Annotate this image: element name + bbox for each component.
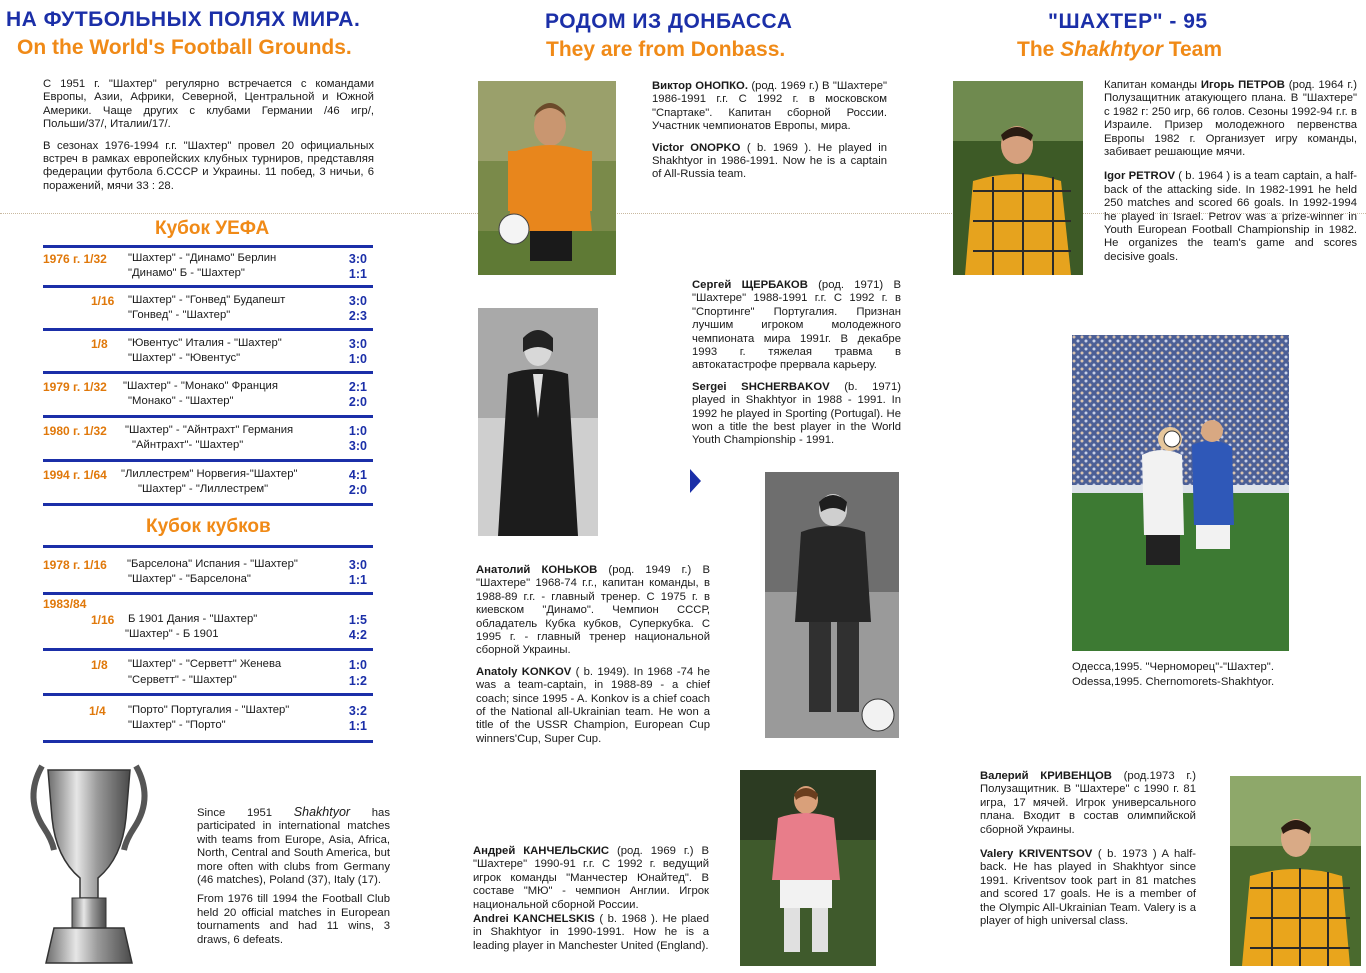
player-name: Анатолий КОНЬКОВ	[476, 564, 598, 576]
cup-winners-cup-title: Кубок кубков	[146, 516, 271, 537]
match-score: 1:0	[348, 424, 367, 438]
group-bar	[43, 545, 373, 548]
match-row	[43, 719, 373, 734]
player-photo-icon	[740, 770, 876, 966]
match-teams: "Серветт" - "Шахтер"	[128, 674, 237, 686]
match-row	[43, 483, 373, 498]
text-span: ( b. 1969 ). He played in Shakhtyor in 1986-1991. Now he is a captain of All-Russia team.	[652, 141, 887, 181]
player-name: Anatoly KONKOV	[476, 665, 572, 678]
match-teams: "Айнтрахт"- "Шахтер"	[132, 439, 244, 451]
cwc-group	[43, 613, 373, 643]
cup-trophy-image	[14, 758, 164, 970]
title-world-ru: НА ФУТБОЛЬНЫХ ПОЛЯХ МИРА.	[6, 8, 361, 31]
group-bar	[43, 328, 373, 331]
player-name: Сергей ЩЕРБАКОВ	[692, 279, 808, 291]
match-photo	[1072, 335, 1289, 651]
onopko-bio-ru	[652, 80, 887, 134]
match-row	[43, 658, 373, 673]
match-score: 2:3	[348, 309, 367, 323]
match-row	[43, 613, 373, 628]
trophy-icon	[14, 758, 164, 970]
match-photo-icon	[1072, 335, 1289, 651]
match-row	[43, 267, 373, 282]
match-teams: "Шахтер" - "Гонвед" Будапешт	[128, 294, 286, 306]
match-row	[43, 674, 373, 689]
stage-label: 1/8	[91, 658, 108, 672]
player-name: Valery KRIVENTSOV	[980, 848, 1093, 861]
match-row	[43, 439, 373, 454]
text-span: The	[1017, 38, 1061, 61]
club-name: Shakhtyor	[293, 805, 351, 819]
group-bar	[43, 415, 373, 418]
match-score: 2:1	[348, 380, 367, 394]
shcherbakov-bio-ru	[692, 279, 901, 373]
match-teams: "Ювентус" Италия - "Шахтер"	[128, 337, 282, 349]
stage-label: 1994 г. 1/64	[43, 468, 107, 482]
match-score: 3:0	[348, 252, 367, 266]
group-bar	[43, 503, 373, 506]
match-teams: "Шахтер" - "Айнтрахт" Германия	[125, 424, 294, 436]
text-span: (род. 1949 г.) В "Шахтере" 1968-74 г.г., капитан команды, в 1988-89 г.г. - главный тренер. С 1975 г. в киевском "Динамо". Чемпион СССР, обладатель Кубка кубков, Суперкубка. С 1995 г. - главный тренер национальной сборной Украины.	[476, 564, 710, 657]
uefa-group	[43, 459, 373, 506]
match-row	[43, 468, 373, 483]
text-span: Since 1951	[197, 807, 294, 819]
player-photo-icon	[765, 472, 899, 738]
kriventsov-bio-en	[980, 848, 1196, 928]
match-teams: "Монако" - "Шахтер"	[128, 395, 234, 407]
player-name: Игорь ПЕТРОВ	[1200, 79, 1285, 91]
match-score: 3:2	[348, 704, 367, 718]
group-bar	[43, 285, 373, 288]
stage-label: 1976 г. 1/32	[43, 252, 107, 266]
player-photo-icon	[1230, 776, 1361, 966]
match-teams: "Шахтер" - Б 1901	[125, 628, 219, 640]
text-span: ( b. 1949). In 1968 -74 he was a team-captain, in 1988-89 - a chief coach; since 1995 - A. Konkov is a chief coach of the National all-Ukrainian team. He won a title of the USSR Champion, European Cup winners'Cup, Super Cup.	[476, 665, 710, 745]
match-row	[43, 704, 373, 719]
uefa-group	[43, 285, 373, 324]
stage-label: 1/16	[91, 294, 115, 308]
kanchelskis-photo	[740, 770, 876, 966]
match-score: 4:1	[348, 468, 367, 482]
match-teams: "Шахтер" - "Порто"	[128, 719, 226, 731]
intro-ru	[43, 78, 374, 193]
match-teams: "Барселона" Испания - "Шахтер"	[127, 558, 298, 570]
konkov-bio-ru	[476, 564, 710, 658]
season-label: 1983/84	[43, 597, 87, 611]
text-span: Капитан команды	[1104, 79, 1201, 91]
match-score: 3:0	[348, 558, 367, 572]
stage-label: 1979 г. 1/32	[43, 380, 107, 394]
stage-label: 1/16	[91, 613, 115, 627]
text-span: (род. 1969 г.) В "Шахтере" 1986-1991 г.г. С 1992 г. в московском "Спартаке". Капитан сборной России. Участник чемпионатов Европы, мира.	[652, 80, 887, 133]
match-row	[43, 395, 373, 410]
group-bar	[43, 459, 373, 462]
title-team-en	[1017, 38, 1222, 62]
text-span: (b. 1971) played in Shakhtyor in 1988 - 1991. In 1992 he played in Sporting (Portugal). He won a title the best player in the World Youth Championship - 1991.	[692, 380, 901, 447]
match-teams: "Шахтер" - "Лиллестрем"	[138, 483, 269, 495]
player-name: Валерий КРИВЕНЦОВ	[980, 770, 1112, 782]
match-score: 3:0	[348, 294, 367, 308]
match-teams: "Шахтер" - "Барселона"	[128, 573, 251, 585]
caption-en: Odessa,1995. Chernomorets-Shakhtyor.	[1072, 676, 1275, 688]
match-score: 1:1	[348, 267, 367, 281]
cwc-group	[43, 592, 373, 595]
match-score: 3:0	[348, 337, 367, 351]
text-span: has participated in international matches with teams from Europe, Asia, Africa, North, Central and South America, but more often with clubs from Germany (46 matches), Poland (37), Italy (17).	[197, 807, 390, 887]
konkov-photo	[478, 308, 598, 536]
arrow-right-icon	[690, 469, 701, 493]
text-span: (род. 1969 г.) В "Шахтере" 1990-91 г.г. С 1992 г. ведущий игрок команды "Манчестер Юнайтед". В составе "МЮ" - чемпион Англии. Игрок национальной сборной России.	[473, 845, 709, 911]
match-score: 3:0	[348, 439, 367, 453]
group-bar	[43, 740, 373, 743]
petrov-bio-en	[1104, 170, 1357, 264]
match-score: 1:0	[348, 658, 367, 672]
title-donbass-en: They are from Donbass.	[546, 38, 786, 61]
match-row	[43, 558, 373, 573]
group-bar	[43, 693, 373, 696]
uefa-group	[43, 245, 373, 282]
player-photo-icon	[953, 81, 1083, 275]
match-score: 1:5	[348, 613, 367, 627]
match-row	[43, 252, 373, 267]
kanchelskis-bio-ru	[473, 845, 709, 912]
player-name: Виктор ОНОПКО.	[652, 80, 748, 92]
shcherbakov-bio-en	[692, 381, 901, 448]
onopko-photo	[478, 81, 616, 275]
cwc-group	[43, 545, 373, 588]
title-world-en: On the World's Football Grounds.	[17, 36, 352, 59]
match-teams: Б 1901 Дания - "Шахтер"	[128, 613, 258, 625]
text-span: (род. 1971) В "Шахтере" 1988-1991 г.г. С 1992 г. в "Спортинге" Португалия. Признан лучшим игроком молодежного чемпионата мира 1991г. В декабре 1993 г. тяжелая травма в автокатастрофе прервала карьеру.	[692, 279, 902, 372]
stage-label: 1978 г. 1/16	[43, 558, 107, 572]
match-teams: "Гонвед" - "Шахтер"	[128, 309, 231, 321]
text-span: (род. 1964 г.) Полузащитник атакующего плана. В "Шахтере" с 1982 г: 250 игр, 66 голов. Сезоны 1992-94 г.г. в Израиле. Призер молодежного первенства Европы 1982 г. Организует игру команды, забивает решающие мячи.	[1104, 79, 1357, 159]
group-bar	[43, 592, 373, 595]
kriventsov-bio-ru	[980, 770, 1196, 837]
cwc-group	[43, 648, 373, 689]
uefa-group	[43, 415, 373, 454]
stage-label: 1/4	[89, 704, 106, 718]
match-score: 2:0	[348, 483, 367, 497]
match-teams: "Шахтер" - "Ювентус"	[128, 352, 241, 364]
goalkeeper-photo	[765, 472, 899, 738]
match-score: 4:2	[348, 628, 367, 642]
text-span: ( b. 1964 ) is a team captain, a half-back of the attacking side. In 1982-1991 he held 250 matches and scored 66 goals. In 1992-1994 he played in Israel. Petrov was a prize-winner in Youth European Football Championship in 1982. He organizes the team's game and scores decisive goals.	[1104, 170, 1357, 263]
club-name: Shakhtyor	[1060, 38, 1163, 61]
player-photo-icon	[478, 81, 616, 275]
match-row	[43, 380, 373, 395]
match-row	[43, 309, 373, 324]
player-name: Victor ONOPKO	[652, 141, 741, 154]
stage-label: 1980 г. 1/32	[43, 424, 107, 438]
stage-label: 1/8	[91, 337, 108, 351]
match-score: 1:1	[348, 719, 367, 733]
match-teams: "Шахтер" - "Динамо" Берлин	[128, 252, 277, 264]
text-span: Team	[1162, 38, 1223, 61]
onopko-text	[652, 80, 887, 182]
intro-paragraph-2: В сезонах 1976-1994 г.г. "Шахтер" провел 20 официальных встреч в рамках европейских клубных турниров, представляя федерации футбола б.СССР и Украины. 11 побед, 3 ничьи, 6 поражений, мячи 33 : 28.	[43, 139, 374, 192]
uefa-group	[43, 328, 373, 367]
onopko-bio-en	[652, 142, 887, 182]
title-donbass-ru: РОДОМ ИЗ ДОНБАССА	[545, 10, 793, 33]
match-row	[43, 628, 373, 643]
match-score: 1:0	[348, 352, 367, 366]
kriventsov-photo	[1230, 776, 1361, 966]
match-row	[43, 573, 373, 588]
caption-ru: Одесса,1995. "Черноморец"-"Шахтер".	[1072, 661, 1274, 673]
group-bar	[43, 371, 373, 374]
text-span: (род.1973 г.) Полузащитник. В "Шахтере" с 1990 г. 81 игра, 17 мячей. Игрок универсального плана. Входит в состав олимпийской сборной Украины.	[980, 770, 1196, 836]
english-paragraph-1	[197, 806, 390, 887]
uefa-cup-title: Кубок УЕФА	[155, 218, 270, 239]
intro-paragraph-1: С 1951 г. "Шахтер" регулярно встречается с командами Европы, Азии, Африки, Северной, Центральной и Южной Америки. Чаще других с клубами Германии /46 игр/, Польши/37/, Италии/17/.	[43, 78, 374, 131]
group-bar	[43, 648, 373, 651]
cup-english-text	[197, 806, 390, 947]
match-teams: "Шахтер" - "Монако" Франция	[123, 380, 278, 392]
player-photo-icon	[478, 308, 598, 536]
petrov-bio-ru	[1104, 79, 1357, 159]
player-name: Igor PETROV	[1104, 170, 1176, 183]
konkov-text	[476, 564, 710, 746]
match-teams: "Шахтер" - "Серветт" Женева	[128, 658, 282, 670]
match-score: 2:0	[348, 395, 367, 409]
match-caption	[1072, 660, 1302, 690]
kanchelskis-bio-en	[473, 913, 709, 953]
player-name: Andrei KANCHELSKIS	[473, 913, 595, 926]
player-name: Sergei SHCHERBAKOV	[692, 380, 830, 393]
kriventsov-text	[980, 770, 1196, 928]
petrov-photo	[953, 81, 1083, 275]
match-row	[43, 424, 373, 439]
text-span: ( b. 1968 ). He plaed in Shakhtyor in 1990-1991. How he is a leading player in Manchester United (England).	[473, 913, 709, 952]
match-row	[43, 294, 373, 309]
shcherbakov-text	[692, 279, 901, 448]
match-row	[43, 352, 373, 367]
match-teams: "Порто" Португалия - "Шахтер"	[128, 704, 290, 716]
english-paragraph-2: From 1976 till 1994 the Football Club held 20 official matches in European tournaments and had 11 wins, 3 draws, 6 defeats.	[197, 893, 390, 946]
text-span: ( b. 1973 ) A half-back. He has played in Shakhtyor since 1991. Kriventsov took part in 81 matches and scored 17 goals. He is a member of the Olympic All-Ukrainian Team. Valery is a player of high universal class.	[980, 848, 1196, 928]
match-score: 1:2	[348, 674, 367, 688]
match-score: 1:1	[348, 573, 367, 587]
konkov-bio-en	[476, 666, 710, 746]
title-team-ru: "ШАХТЕР" - 95	[1048, 10, 1208, 33]
match-teams: "Динамо" Б - "Шахтер"	[128, 267, 245, 279]
kanchelskis-text	[473, 845, 709, 953]
cwc-group	[43, 693, 373, 743]
player-name: Андрей КАНЧЕЛЬСКИС	[473, 845, 610, 857]
match-teams: "Лиллестрем" Норвегия-"Шахтер"	[121, 468, 298, 480]
match-row	[43, 337, 373, 352]
petrov-text	[1104, 79, 1357, 264]
uefa-group	[43, 371, 373, 410]
group-bar	[43, 245, 373, 248]
